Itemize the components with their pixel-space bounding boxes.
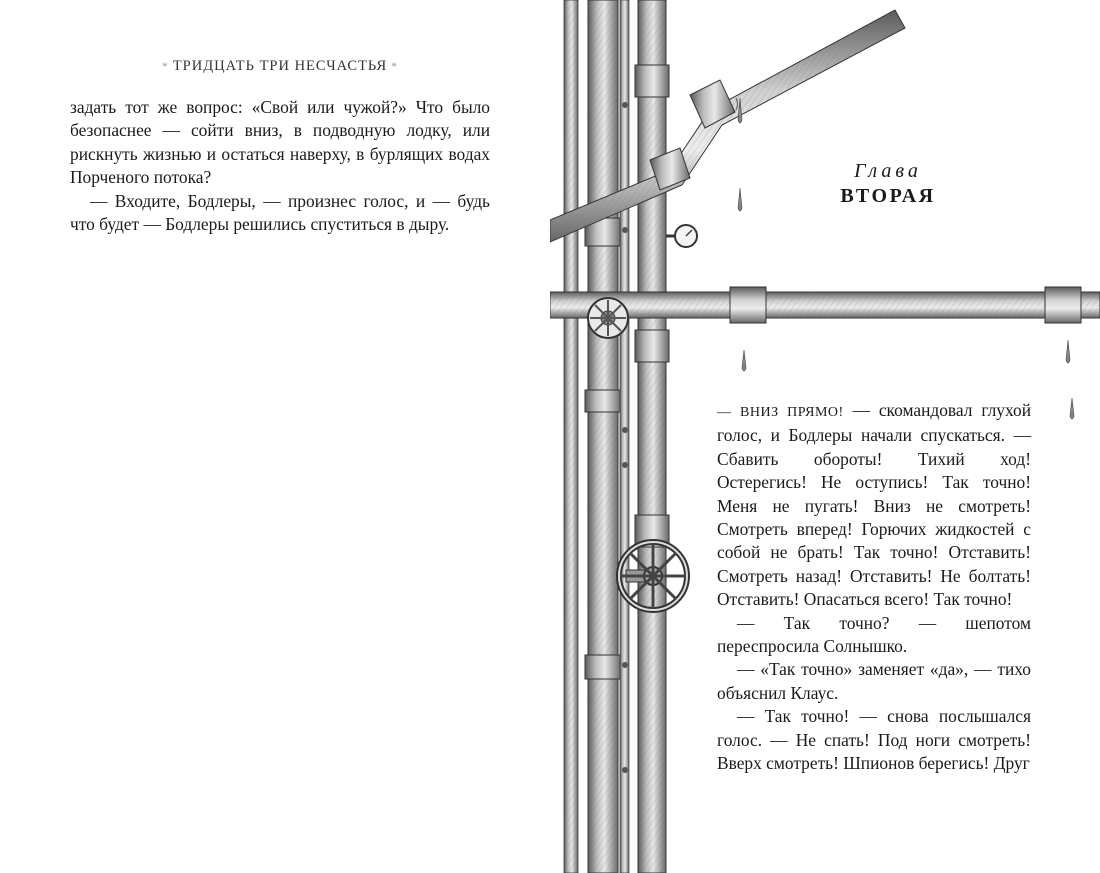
thin-pipe-left <box>564 0 578 873</box>
horizontal-pipe <box>550 287 1100 323</box>
paragraph-lead-smallcaps: — ВНИЗ ПРЯМО! <box>717 405 844 420</box>
left-paragraph-1: задать тот же вопрос: «Свой или чужой?» Что было безопаснее — сойти вниз, в подводную лодку, или рискнуть жизнью и остаться наверху, в бурлящих водах Порченого потока? <box>70 97 490 188</box>
ornament-star-left: * <box>161 59 169 73</box>
pressure-gauge-icon <box>666 225 697 247</box>
right-paragraph-1 <box>717 399 1031 612</box>
thin-pipe-middle <box>620 0 629 873</box>
valve-wheel-lower-icon <box>619 542 687 610</box>
ornament-star-right: * <box>391 59 399 73</box>
left-paragraph-2: — Входите, Бодлеры, — произнес голос, и — будь что будет — Бодлеры решились спуститься в дыру. <box>70 190 490 235</box>
paragraph-1-rest: — скомандовал глухой голос, и Бодлеры начали спускаться. — Сбавить обороты! Тихий ход! Остерегись! Не оступись! Так точно! Меня не пугать! Вниз не смотреть! Смотреть вперед! Горючих жидкостей с собой не брать! Так точно! Отставить! Смотреть назад! Отставить! Не болтать! Отставить! Опасаться всего! Так точно! <box>717 400 1031 610</box>
chapter-label: Глава <box>854 160 922 182</box>
right-paragraph-3: — «Так точно» заменяет «да», — тихо объяснил Клаус. <box>717 659 1031 703</box>
right-paragraph-4: — Так точно! — снова послышался голос. — Не спать! Под ноги смотреть! Вверх смотреть! Шпионов берегись! Друг <box>717 706 1031 774</box>
left-body-text <box>70 96 490 236</box>
chapter-number: ВТОРАЯ <box>840 185 936 207</box>
running-head-title: ТРИДЦАТЬ ТРИ НЕСЧАСТЬЯ <box>172 58 388 74</box>
running-head <box>70 58 490 75</box>
main-vertical-pipe <box>585 0 621 873</box>
right-vertical-pipe <box>635 0 669 873</box>
right-paragraph-2: — Так точно? — шепотом переспросила Солнышко. <box>717 612 1031 657</box>
valve-wheel-upper-icon <box>588 298 628 338</box>
right-body-text <box>717 399 1031 776</box>
right-page <box>550 0 1100 873</box>
water-drips <box>738 98 1074 419</box>
